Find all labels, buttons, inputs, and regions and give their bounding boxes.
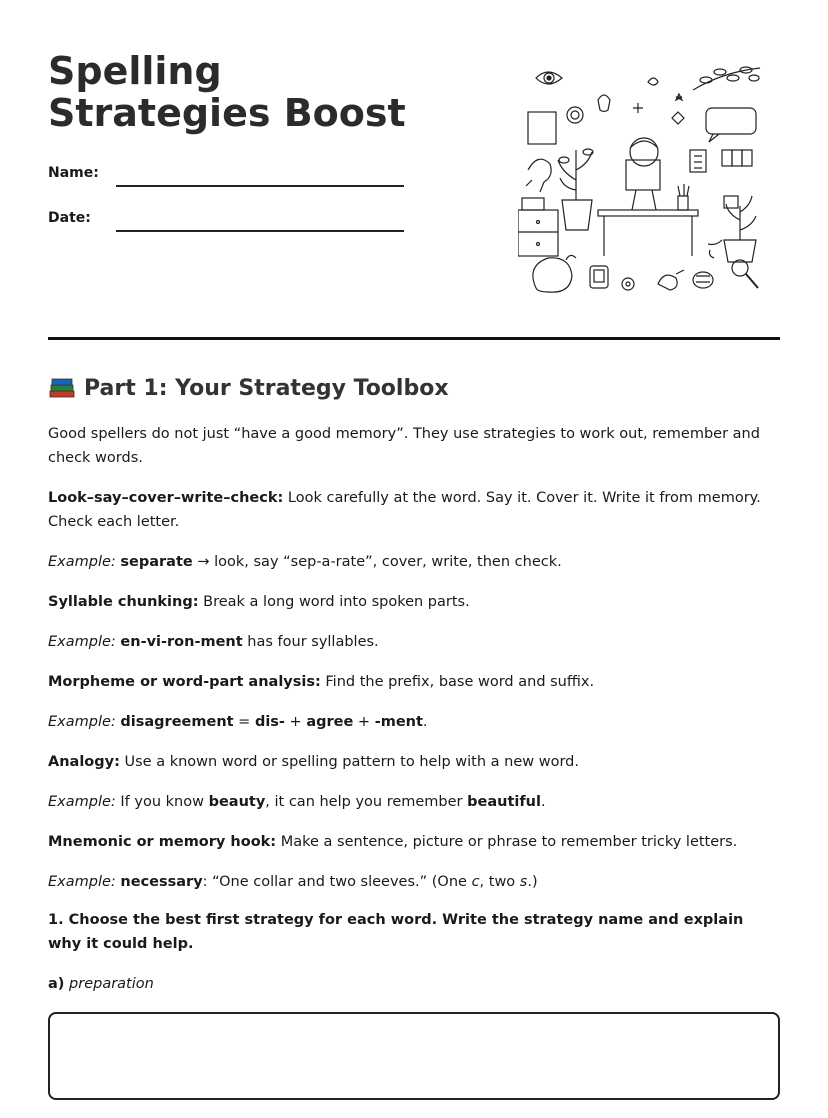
strategy-name: Analogy: — [48, 754, 120, 770]
example-text: .) — [527, 874, 538, 890]
example-text: has four syllables. — [242, 634, 379, 650]
item-a — [48, 972, 780, 996]
strategy-definition — [48, 486, 780, 534]
part1-heading-text: Part 1: Your Strategy Toolbox — [84, 375, 449, 401]
strategy-description: Make a sentence, picture or phrase to remember tricky letters. — [276, 834, 738, 850]
example-text: . — [540, 794, 546, 810]
date-label: Date: — [48, 210, 91, 226]
date-field — [48, 200, 408, 230]
example-text: , two — [479, 874, 520, 890]
strategy-description: Break a long word into spoken parts. — [198, 594, 470, 610]
name-line[interactable] — [116, 185, 404, 187]
example-text: = — [233, 714, 255, 730]
strategy-example — [48, 870, 780, 894]
strategy-example — [48, 550, 780, 574]
example-text: separate — [120, 554, 193, 570]
answer-box-a[interactable] — [48, 1012, 780, 1100]
example-text: + — [353, 714, 375, 730]
example-label: Example: — [48, 634, 116, 650]
example-text: agree — [306, 714, 354, 730]
branch-icon — [693, 67, 760, 90]
worksheet-header — [48, 50, 780, 310]
strategy-example — [48, 630, 780, 654]
example-text: → look, say “sep-a-rate”, cover, write, then check. — [192, 554, 562, 570]
books-icon — [48, 377, 76, 399]
example-label: Example: — [48, 554, 116, 570]
strategy-name: Morpheme or word-part analysis: — [48, 674, 321, 690]
strategy-description: Find the prefix, base word and suffix. — [320, 674, 595, 690]
strategy-name: Mnemonic or memory hook: — [48, 834, 277, 850]
example-text: disagreement — [120, 714, 234, 730]
example-text: dis- — [254, 714, 285, 730]
child-reading-icon — [626, 138, 660, 210]
example-text: c — [471, 874, 480, 890]
part1-section — [48, 372, 780, 1100]
eye-icon — [536, 72, 562, 84]
strategy-definition — [48, 670, 780, 694]
example-text: If you know — [115, 794, 209, 810]
name-label: Name: — [48, 165, 99, 181]
section-divider — [48, 337, 780, 340]
name-field — [48, 155, 408, 185]
strategy-name: Look–say–cover–write–check: — [48, 490, 284, 506]
strategy-description: Use a known word or spelling pattern to help with a new word. — [119, 754, 579, 770]
example-text: -ment — [374, 714, 423, 730]
example-text: en-vi-ron-ment — [120, 634, 243, 650]
intro-paragraph: Good spellers do not just “have a good memory”. They use strategies to work out, remember and check words. — [48, 426, 760, 466]
example-text: beautiful — [467, 794, 541, 810]
example-text: beauty — [208, 794, 266, 810]
example-text: necessary — [120, 874, 203, 890]
strategy-description: Look carefully at the word. Say it. Cover it. Write it from memory. Check each letter. — [48, 490, 761, 530]
example-text: s — [519, 874, 528, 890]
page-title: Spelling Strategies Boost — [48, 49, 406, 135]
example-text: , it can help you remember — [265, 794, 468, 810]
strategy-example — [48, 790, 780, 814]
example-text: + — [284, 714, 307, 730]
strategy-definition — [48, 830, 780, 854]
question-1: 1. Choose the best first strategy for each word. Write the strategy name and explain why it could help. — [48, 912, 744, 952]
strategy-definition — [48, 590, 780, 614]
example-label: Example: — [48, 714, 116, 730]
example-label: Example: — [48, 794, 116, 810]
strategy-name: Syllable chunking: — [48, 594, 199, 610]
item-a-label: a) — [48, 976, 65, 992]
classroom-illustration — [518, 60, 768, 305]
part1-heading — [48, 372, 780, 404]
date-line[interactable] — [116, 230, 404, 232]
strategy-definition — [48, 750, 780, 774]
example-text: . — [422, 714, 428, 730]
magnifier-icon — [732, 260, 758, 288]
strategy-list — [48, 486, 780, 894]
example-label: Example: — [48, 874, 116, 890]
strategy-example — [48, 710, 780, 734]
example-text: : “One collar and two sleeves.” (One — [202, 874, 472, 890]
item-a-word: preparation — [69, 976, 154, 992]
